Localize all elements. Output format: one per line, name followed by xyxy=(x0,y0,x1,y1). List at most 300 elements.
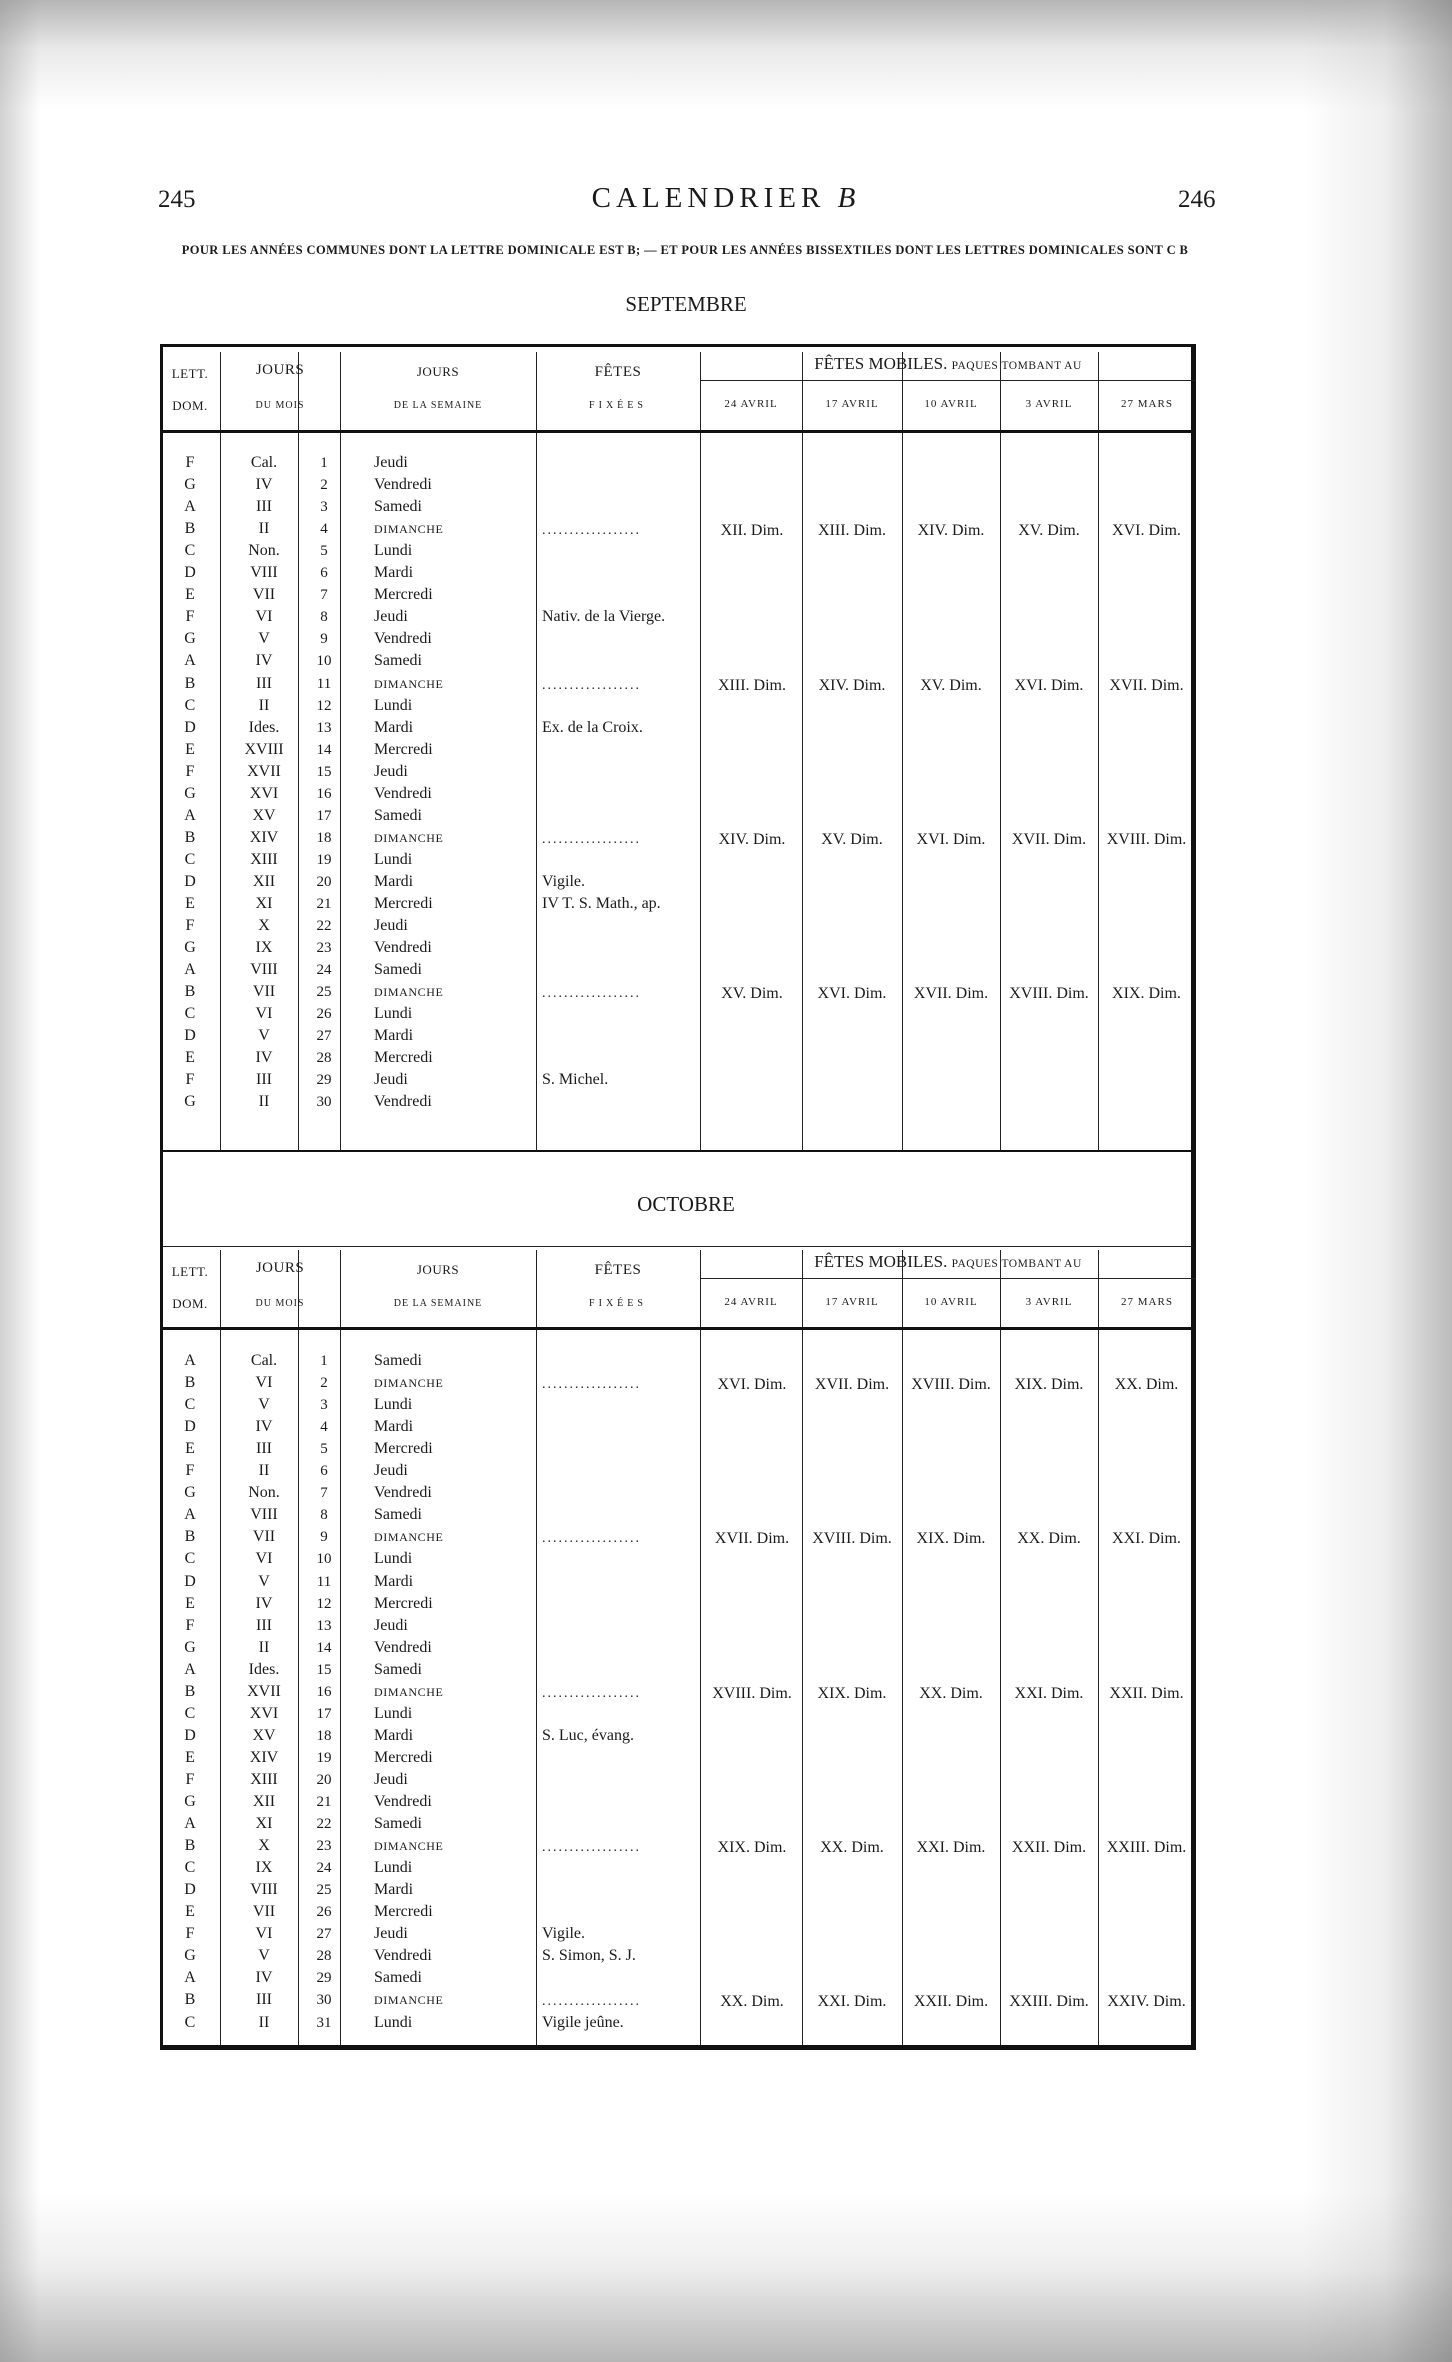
weekday: DIMANCHE xyxy=(374,830,444,845)
weekday: DIMANCHE xyxy=(374,1530,444,1545)
weekday: DIMANCHE xyxy=(374,1993,444,2008)
weekday: Samedi xyxy=(374,1660,422,1678)
header-easter-date: 24 AVRIL xyxy=(724,1296,778,1308)
dotted-leader: .................. xyxy=(542,1531,641,1547)
fete-mobile: XIX. Dim. xyxy=(1014,1376,1084,1394)
fete-fixe: S. Michel. xyxy=(542,1071,609,1089)
roman-day: XVII xyxy=(247,762,281,780)
roman-day: XV xyxy=(252,1726,276,1744)
fete-mobile: XIV. Dim. xyxy=(917,522,985,540)
fetes-mobiles-subtitle: PAQUES TOMBANT AU xyxy=(951,360,1082,372)
roman-day: VI xyxy=(255,608,273,626)
day-of-month: 11 xyxy=(316,1573,332,1590)
dominical-letter: E xyxy=(185,586,195,604)
dotted-leader: .................. xyxy=(542,1377,641,1393)
fete-mobile: XXII. Dim. xyxy=(1011,1839,1087,1857)
header-fetes-line1: FÊTES xyxy=(594,1262,642,1278)
header-lett-line1: LETT. xyxy=(171,1264,209,1279)
weekday: Lundi xyxy=(374,1005,413,1023)
fete-mobile: XV. Dim. xyxy=(920,676,982,694)
roman-day: XVIII xyxy=(244,740,284,758)
day-of-month: 2 xyxy=(320,1375,328,1392)
dominical-letter: C xyxy=(184,1859,196,1877)
dominical-letter: G xyxy=(184,630,196,648)
header-bottom-rule xyxy=(163,430,1193,433)
dominical-letter: D xyxy=(184,1572,196,1590)
roman-day: XVI xyxy=(249,1704,279,1722)
weekday: Mardi xyxy=(374,718,414,736)
fete-mobile: XVIII. Dim. xyxy=(1009,985,1089,1003)
fete-fixe: IV T. S. Math., ap. xyxy=(542,895,661,912)
day-of-month: 4 xyxy=(320,1419,328,1436)
dominical-letter: D xyxy=(184,872,196,890)
weekday: DIMANCHE xyxy=(374,522,444,537)
fete-mobile: XXI. Dim. xyxy=(916,1839,986,1857)
fetes-mobiles-title: FÊTES MOBILES. xyxy=(814,354,948,373)
dominical-letter: C xyxy=(184,2013,196,2031)
weekday: Jeudi xyxy=(374,1071,408,1089)
dominical-letter: G xyxy=(184,1093,196,1111)
day-of-month: 13 xyxy=(316,1617,332,1634)
dominical-letter: C xyxy=(184,542,196,560)
fete-mobile: XII. Dim. xyxy=(720,522,784,540)
day-of-month: 19 xyxy=(316,851,332,868)
weekday: Lundi xyxy=(374,850,413,868)
day-of-month: 7 xyxy=(320,1485,328,1502)
header-semaine-line2: DE LA SEMAINE xyxy=(393,400,483,411)
day-of-month: 1 xyxy=(320,1353,328,1369)
dominical-letter: E xyxy=(185,740,195,758)
header-fetes-line2: FIXÉES xyxy=(589,1298,647,1309)
weekday: Vendredi xyxy=(374,1638,432,1656)
weekday: Jeudi xyxy=(374,454,408,471)
fete-mobile: XXI. Dim. xyxy=(817,1993,887,2011)
roman-day: IV xyxy=(255,1969,273,1987)
roman-day: VIII xyxy=(250,1881,278,1899)
roman-day: II xyxy=(258,2013,270,2031)
day-of-month: 22 xyxy=(316,918,332,935)
weekday: DIMANCHE xyxy=(374,676,444,691)
day-of-month: 6 xyxy=(320,565,328,582)
header-fetes-mobiles xyxy=(700,354,1196,374)
dominical-letter: G xyxy=(184,1947,196,1965)
weekday: Vendredi xyxy=(374,1093,432,1111)
dominical-letter: E xyxy=(185,1748,195,1766)
dominical-letter: A xyxy=(184,1660,196,1678)
day-of-month: 20 xyxy=(316,1771,332,1788)
roman-day: IV xyxy=(255,476,273,494)
day-of-month: 4 xyxy=(320,521,328,538)
weekday: Samedi xyxy=(374,1969,422,1987)
roman-day: XI xyxy=(255,1815,273,1833)
weekday: Mercredi xyxy=(374,586,433,604)
roman-day: X xyxy=(258,917,270,935)
column-divider xyxy=(1098,1250,1099,2045)
dotted-leader: .................. xyxy=(542,523,641,539)
roman-day: Ides. xyxy=(248,718,280,736)
weekday: Samedi xyxy=(374,1815,422,1833)
header-semaine-line2: DE LA SEMAINE xyxy=(393,1298,483,1309)
fete-fixe: S. Luc, évang. xyxy=(542,1726,634,1744)
roman-day: VI xyxy=(255,1005,273,1023)
day-of-month: 23 xyxy=(316,940,332,957)
roman-day: II xyxy=(258,1093,270,1111)
roman-day: XI xyxy=(255,895,273,912)
day-of-month: 31 xyxy=(316,2014,332,2031)
dotted-leader: .................. xyxy=(542,1994,641,2010)
weekday: Mardi xyxy=(374,1572,414,1590)
fete-fixe: Vigile. xyxy=(542,872,586,890)
day-of-month: 15 xyxy=(316,1661,332,1678)
header-easter-date: 10 AVRIL xyxy=(924,1296,978,1308)
fete-mobile: XX. Dim. xyxy=(1017,1530,1081,1548)
weekday: Vendredi xyxy=(374,476,432,494)
day-of-month: 12 xyxy=(316,1595,332,1612)
header-jours-line1: JOURS xyxy=(255,362,305,378)
dominical-letter: D xyxy=(184,718,196,736)
day-of-month: 26 xyxy=(316,1904,332,1921)
page-subtitle: POUR LES ANNÉES COMMUNES DONT LA LETTRE DOMINICALE EST B; — ET POUR LES ANNÉES BISSEXTILES DONT LES LETTRES DOMINICALES SONT C B xyxy=(181,243,1189,257)
scan-edge-top xyxy=(0,0,1452,110)
fete-mobile: XVI. Dim. xyxy=(916,830,986,848)
dominical-letter: F xyxy=(185,454,195,471)
roman-day: XV xyxy=(252,806,276,824)
roman-day: II xyxy=(258,1638,270,1656)
header-easter-date: 24 AVRIL xyxy=(724,398,778,410)
roman-day: V xyxy=(258,1027,270,1045)
fete-mobile: XXIV. Dim. xyxy=(1107,1993,1186,2011)
dominical-letter: B xyxy=(184,1682,196,1700)
dominical-letter: A xyxy=(184,498,196,516)
dominical-letter: E xyxy=(185,895,195,912)
fete-mobile: XVII. Dim. xyxy=(714,1530,790,1548)
fete-mobile: XX. Dim. xyxy=(1114,1376,1179,1394)
weekday: Samedi xyxy=(374,652,422,670)
weekday: Vendredi xyxy=(374,939,432,957)
weekday: Vendredi xyxy=(374,1484,432,1502)
day-of-month: 16 xyxy=(316,785,332,802)
column-divider xyxy=(902,352,903,1150)
day-of-month: 14 xyxy=(316,741,332,758)
roman-day: IV xyxy=(255,1594,273,1612)
day-of-month: 18 xyxy=(316,829,332,846)
dominical-letter: B xyxy=(184,1528,196,1546)
fete-mobile: XVII. Dim. xyxy=(913,985,989,1003)
dominical-letter: A xyxy=(184,1815,196,1833)
fete-mobile: XX. Dim. xyxy=(820,1839,884,1857)
day-of-month: 10 xyxy=(316,1551,332,1568)
roman-day: X xyxy=(258,1837,270,1855)
weekday: Vendredi xyxy=(374,630,432,648)
weekday: Mardi xyxy=(374,1726,414,1744)
dominical-letter: B xyxy=(184,1374,196,1392)
header-semaine-line1: JOURS xyxy=(416,364,460,379)
column-divider xyxy=(1000,1250,1001,2045)
weekday: Jeudi xyxy=(374,1616,408,1634)
weekday: DIMANCHE xyxy=(374,1839,444,1854)
day-of-month: 1 xyxy=(320,455,328,471)
roman-day: Ides. xyxy=(248,1660,280,1678)
month-separator xyxy=(163,1150,1193,1152)
fete-mobile: XVII. Dim. xyxy=(814,1376,890,1394)
roman-day: III xyxy=(256,498,272,516)
day-of-month: 5 xyxy=(320,543,328,560)
weekday: Mercredi xyxy=(374,1440,433,1458)
header-jours-line2: DU MOIS xyxy=(255,400,305,411)
dominical-letter: A xyxy=(184,652,196,670)
fete-mobile: XIX. Dim. xyxy=(717,1839,787,1857)
fete-fixe: Nativ. de la Vierge. xyxy=(542,608,666,626)
day-of-month: 9 xyxy=(320,1529,328,1546)
dominical-letter: C xyxy=(184,1396,196,1414)
weekday: Lundi xyxy=(374,2013,413,2031)
scan-edge-right xyxy=(1302,0,1452,2362)
roman-day: VII xyxy=(252,983,276,1001)
day-of-month: 28 xyxy=(316,1050,332,1067)
header-fetes-line1: FÊTES xyxy=(594,364,642,380)
dotted-leader: .................. xyxy=(542,986,641,1002)
weekday: Jeudi xyxy=(374,917,408,935)
page-number-right: 246 xyxy=(1178,186,1216,213)
fete-mobile: XVII. Dim. xyxy=(1109,676,1184,694)
header-easter-date: 3 AVRIL xyxy=(1025,1296,1073,1308)
page-title xyxy=(0,182,1452,215)
dominical-letter: A xyxy=(184,961,196,979)
fete-mobile: XIV. Dim. xyxy=(718,830,786,848)
dominical-letter: F xyxy=(185,917,195,935)
fete-mobile: XXIII. Dim. xyxy=(1106,1839,1187,1857)
column-divider xyxy=(700,352,701,1150)
roman-day: Cal. xyxy=(250,1352,278,1369)
weekday: Mardi xyxy=(374,1418,414,1436)
weekday: Vendredi xyxy=(374,1793,432,1810)
day-of-month: 25 xyxy=(316,1882,332,1899)
fete-mobile: XVII. Dim. xyxy=(1011,830,1087,848)
fetes-mobiles-title: FÊTES MOBILES. xyxy=(814,1252,948,1271)
dominical-letter: G xyxy=(184,1638,196,1656)
day-of-month: 18 xyxy=(316,1727,332,1744)
roman-day: III xyxy=(256,1071,272,1089)
fete-mobile: XXI. Dim. xyxy=(1014,1684,1084,1702)
mobiles-header-rule xyxy=(700,1278,1196,1279)
dominical-letter: E xyxy=(185,1903,195,1921)
weekday: Lundi xyxy=(374,1396,413,1414)
day-of-month: 29 xyxy=(316,1072,332,1089)
day-of-month: 22 xyxy=(316,1816,332,1833)
dominical-letter: A xyxy=(184,1969,196,1987)
dominical-letter: F xyxy=(185,1462,195,1480)
scan-edge-bottom xyxy=(0,2192,1452,2362)
fete-mobile: XX. Dim. xyxy=(720,1993,784,2011)
fete-mobile: XV. Dim. xyxy=(721,985,783,1003)
header-semaine-line1: JOURS xyxy=(416,1262,460,1277)
dominical-letter: A xyxy=(184,1506,196,1524)
dominical-letter: B xyxy=(184,828,196,846)
fete-mobile: XXI. Dim. xyxy=(1112,1530,1181,1548)
day-of-month: 6 xyxy=(320,1463,328,1480)
weekday: Jeudi xyxy=(374,1770,408,1788)
roman-day: VI xyxy=(255,1925,273,1943)
roman-day: IV xyxy=(255,1418,273,1436)
roman-day: XIV xyxy=(249,828,279,846)
dotted-leader: .................. xyxy=(542,1685,641,1701)
page-number-left: 245 xyxy=(158,186,196,213)
header-jours-line1: JOURS xyxy=(255,1260,305,1276)
roman-day: III xyxy=(256,1991,272,2009)
day-of-month: 24 xyxy=(316,1860,332,1877)
day-of-month: 3 xyxy=(320,499,328,516)
month-title-septembre: SEPTEMBRE xyxy=(625,292,747,316)
day-of-month: 2 xyxy=(320,477,328,494)
header-fetes-line2: FIXÉES xyxy=(589,400,647,411)
weekday: Samedi xyxy=(374,806,422,824)
day-of-month: 27 xyxy=(316,1028,332,1045)
weekday: Vendredi xyxy=(374,1947,432,1965)
fete-mobile: XVI. Dim. xyxy=(1112,522,1181,540)
fete-mobile: XIX. Dim. xyxy=(916,1530,986,1548)
dominical-letter: F xyxy=(185,1616,195,1634)
dominical-letter: G xyxy=(184,939,196,957)
dominical-letter: A xyxy=(184,1352,196,1369)
day-of-month: 15 xyxy=(316,763,332,780)
dominical-letter: G xyxy=(184,784,196,802)
fete-mobile: XXIII. Dim. xyxy=(1009,1993,1089,2011)
fete-fixe: Ex. de la Croix. xyxy=(542,718,643,736)
roman-day: IV xyxy=(255,1049,273,1067)
roman-day: VII xyxy=(252,586,276,604)
header-easter-date: 17 AVRIL xyxy=(825,398,879,410)
fete-mobile: XIV. Dim. xyxy=(818,676,886,694)
roman-day: III xyxy=(256,1440,272,1458)
column-divider xyxy=(220,352,221,1150)
header-lett-line2: DOM. xyxy=(172,398,208,413)
dominical-letter: D xyxy=(184,1881,196,1899)
roman-day: XIII xyxy=(250,1770,278,1788)
day-of-month: 24 xyxy=(316,962,332,979)
day-of-month: 16 xyxy=(316,1683,332,1700)
dominical-letter: G xyxy=(184,476,196,494)
dominical-letter: E xyxy=(185,1049,195,1067)
roman-day: III xyxy=(256,674,272,692)
day-of-month: 7 xyxy=(320,587,328,604)
day-of-month: 30 xyxy=(316,1992,332,2009)
roman-day: XII xyxy=(252,1793,276,1810)
day-of-month: 8 xyxy=(320,1507,328,1524)
dominical-letter: C xyxy=(184,1550,196,1568)
header-jours-line2: DU MOIS xyxy=(255,1298,305,1309)
fete-fixe: S. Simon, S. J. xyxy=(542,1947,636,1965)
roman-day: VI xyxy=(255,1550,273,1568)
dominical-letter: F xyxy=(185,608,195,626)
dominical-letter: D xyxy=(184,1726,196,1744)
day-of-month: 28 xyxy=(316,1948,332,1965)
header-lett-line1: LETT. xyxy=(171,366,209,381)
weekday: Lundi xyxy=(374,542,413,560)
header-fetes-mobiles xyxy=(700,1252,1196,1272)
roman-day: II xyxy=(258,696,270,714)
day-of-month: 12 xyxy=(316,697,332,714)
dominical-letter: F xyxy=(185,1071,195,1089)
roman-day: II xyxy=(258,1462,270,1480)
roman-day: III xyxy=(256,1616,272,1634)
header-easter-date: 17 AVRIL xyxy=(825,1296,879,1308)
dotted-leader: .................. xyxy=(542,677,641,693)
header-bottom-rule xyxy=(163,1327,1193,1330)
day-of-month: 9 xyxy=(320,631,328,648)
weekday: DIMANCHE xyxy=(374,1376,444,1391)
fete-mobile: XXII. Dim. xyxy=(913,1993,989,2011)
weekday: Mardi xyxy=(374,564,414,582)
title-letter: B xyxy=(837,182,861,214)
day-of-month: 17 xyxy=(316,807,332,824)
fete-mobile: XVI. Dim. xyxy=(817,985,887,1003)
weekday: Mercredi xyxy=(374,740,433,758)
dotted-leader: .................. xyxy=(542,831,641,847)
fete-mobile: XVIII. Dim. xyxy=(712,1684,792,1702)
weekday: Jeudi xyxy=(374,1925,408,1943)
dominical-letter: C xyxy=(184,850,196,868)
fete-mobile: XIX. Dim. xyxy=(817,1684,887,1702)
dominical-letter: E xyxy=(185,1594,195,1612)
roman-day: VII xyxy=(252,1903,276,1921)
roman-day: V xyxy=(258,1396,270,1414)
roman-day: XII xyxy=(252,872,276,890)
day-of-month: 19 xyxy=(316,1749,332,1766)
header-lett-line2: DOM. xyxy=(172,1296,208,1311)
dotted-leader: .................. xyxy=(542,1840,641,1856)
dominical-letter: F xyxy=(185,1925,195,1943)
roman-day: VIII xyxy=(250,564,278,582)
day-of-month: 25 xyxy=(316,984,332,1001)
weekday: Samedi xyxy=(374,1506,422,1524)
fetes-mobiles-subtitle: PAQUES TOMBANT AU xyxy=(951,1258,1082,1270)
dominical-letter: B xyxy=(184,1837,196,1855)
roman-day: V xyxy=(258,1572,270,1590)
roman-day: VIII xyxy=(250,961,278,979)
dominical-letter: A xyxy=(184,806,196,824)
dominical-letter: E xyxy=(185,1440,195,1458)
roman-day: Cal. xyxy=(250,454,278,471)
header-easter-date: 10 AVRIL xyxy=(924,398,978,410)
day-of-month: 3 xyxy=(320,1397,328,1414)
column-divider xyxy=(802,352,803,1150)
roman-day: IX xyxy=(255,1859,273,1877)
roman-day: II xyxy=(258,520,270,538)
roman-day: Non. xyxy=(248,542,280,560)
fete-mobile: XVIII. Dim. xyxy=(812,1530,892,1548)
fete-mobile: XXII. Dim. xyxy=(1109,1684,1184,1702)
dominical-letter: C xyxy=(184,1704,196,1722)
day-of-month: 27 xyxy=(316,1926,332,1943)
day-of-month: 21 xyxy=(316,896,332,912)
weekday: DIMANCHE xyxy=(374,1684,444,1699)
dominical-letter: B xyxy=(184,983,196,1001)
fete-fixe: Vigile jeûne. xyxy=(542,2013,624,2031)
column-divider xyxy=(802,1250,803,2045)
dominical-letter: B xyxy=(184,1991,196,2009)
column-divider xyxy=(1000,352,1001,1150)
fete-mobile: XIII. Dim. xyxy=(718,676,786,694)
fete-mobile: XVI. Dim. xyxy=(1014,676,1084,694)
roman-day: VIII xyxy=(250,1506,278,1524)
scan-edge-left xyxy=(0,0,40,2362)
weekday: Lundi xyxy=(374,1859,413,1877)
weekday: DIMANCHE xyxy=(374,985,444,1000)
day-of-month: 30 xyxy=(316,1094,332,1111)
day-of-month: 17 xyxy=(316,1705,332,1722)
roman-day: XVI xyxy=(249,784,279,802)
roman-day: Non. xyxy=(248,1484,280,1502)
